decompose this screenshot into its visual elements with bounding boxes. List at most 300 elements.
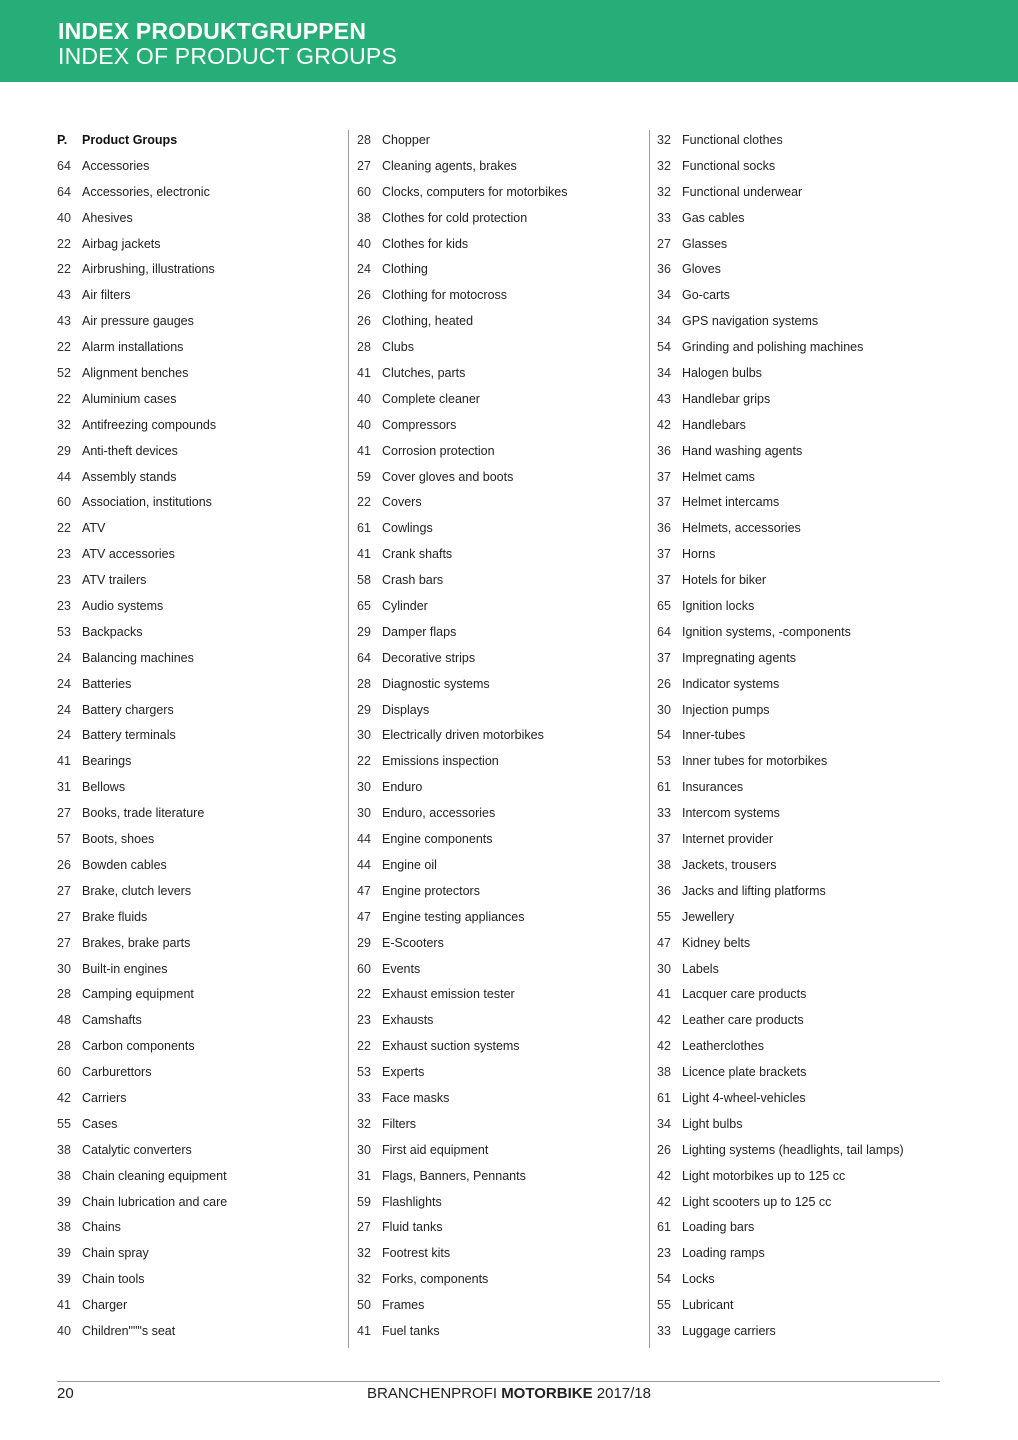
- index-entry: [357, 827, 647, 853]
- entry-page-number: 30: [57, 961, 71, 976]
- entry-product-group: Batteries: [82, 676, 132, 691]
- entry-page-number: 27: [657, 236, 671, 251]
- entry-page-number: 47: [357, 883, 371, 898]
- entry-product-group: Association, institutions: [82, 495, 212, 510]
- entry-product-group: Exhaust suction systems: [382, 1039, 520, 1054]
- entry-page-number: 60: [57, 495, 71, 510]
- entry-product-group: Luggage carriers: [682, 1323, 776, 1338]
- entry-page-number: 28: [57, 987, 71, 1002]
- entry-product-group: Kidney belts: [682, 935, 751, 950]
- index-entry: [357, 154, 647, 180]
- index-entry: [357, 905, 647, 931]
- index-entry: [357, 283, 647, 309]
- index-entry: [57, 1293, 347, 1319]
- entry-page-number: 53: [57, 624, 71, 639]
- entry-page-number: 24: [57, 702, 71, 717]
- entry-page-number: 33: [357, 1090, 371, 1105]
- entry-product-group: Face masks: [382, 1090, 450, 1105]
- index-list-header: [57, 128, 347, 154]
- entry-page-number: 60: [357, 961, 371, 976]
- entry-page-number: 27: [57, 806, 71, 821]
- entry-product-group: E-Scooters: [382, 935, 444, 950]
- index-column-3: [657, 128, 947, 1345]
- index-entry: [57, 309, 347, 335]
- entry-product-group: Lacquer care products: [682, 987, 807, 1002]
- index-entry: [57, 646, 347, 672]
- entry-product-group: Flashlights: [382, 1194, 442, 1209]
- entry-page-number: 41: [57, 754, 71, 769]
- index-entry: [657, 723, 947, 749]
- index-entry: [357, 749, 647, 775]
- entry-page-number: 34: [657, 314, 671, 329]
- entry-product-group: ATV: [82, 521, 106, 536]
- entry-product-group: Licence plate brackets: [682, 1065, 807, 1080]
- entry-product-group: Hotels for biker: [682, 573, 767, 588]
- entry-product-group: Chain cleaning equipment: [82, 1168, 227, 1183]
- index-entry: [657, 1008, 947, 1034]
- entry-page-number: 22: [357, 495, 371, 510]
- header-title-german: INDEX PRODUKTGRUPPEN: [58, 18, 367, 44]
- entry-product-group: ATV accessories: [82, 547, 175, 562]
- entry-page-number: 58: [357, 573, 371, 588]
- index-entry: [357, 1086, 647, 1112]
- index-entry: [57, 335, 347, 361]
- entry-product-group: Hand washing agents: [682, 443, 803, 458]
- entry-product-group: Leather care products: [682, 1013, 804, 1028]
- index-entry: [657, 1112, 947, 1138]
- index-entry: [657, 568, 947, 594]
- index-entry: [657, 672, 947, 698]
- entry-page-number: 38: [57, 1220, 71, 1235]
- entry-product-group: Cover gloves and boots: [382, 469, 514, 484]
- index-entry: [657, 749, 947, 775]
- index-entry: [57, 801, 347, 827]
- index-entry: [57, 723, 347, 749]
- entry-product-group: Anti-theft devices: [82, 443, 178, 458]
- index-entry: [57, 232, 347, 258]
- entry-page-number: 60: [57, 1065, 71, 1080]
- entry-product-group: Camshafts: [82, 1013, 142, 1028]
- index-entry: [357, 1138, 647, 1164]
- entry-page-number: 64: [657, 624, 671, 639]
- entry-product-group: Air pressure gauges: [82, 314, 194, 329]
- entry-page-number: 36: [657, 883, 671, 898]
- entry-page-number: 42: [57, 1090, 71, 1105]
- entry-page-number: 41: [357, 1323, 371, 1338]
- entry-page-number: 38: [357, 210, 371, 225]
- index-entry: [657, 646, 947, 672]
- entry-page-number: 22: [357, 754, 371, 769]
- index-entry: [357, 1164, 647, 1190]
- entry-page-number: 41: [357, 366, 371, 381]
- index-entry: [357, 309, 647, 335]
- index-entry: [57, 465, 347, 491]
- entry-page-number: 23: [357, 1013, 371, 1028]
- index-entry: [357, 982, 647, 1008]
- entry-page-number: 48: [57, 1013, 71, 1028]
- entry-page-number: 47: [657, 935, 671, 950]
- entry-product-group: Handlebar grips: [682, 391, 771, 406]
- entry-product-group: Handlebars: [682, 417, 746, 432]
- entry-product-group: Chains: [82, 1220, 121, 1235]
- index-entry: [657, 232, 947, 258]
- index-entry: [57, 413, 347, 439]
- entry-page-number: 29: [357, 935, 371, 950]
- index-entry: [57, 257, 347, 283]
- entry-page-number: 31: [357, 1168, 371, 1183]
- column-divider: [649, 130, 650, 1348]
- entry-page-number: 29: [357, 702, 371, 717]
- index-entry: [657, 801, 947, 827]
- index-entry: [57, 879, 347, 905]
- entry-page-number: 22: [57, 340, 71, 355]
- entry-product-group: Corrosion protection: [382, 443, 495, 458]
- entry-page-number: 59: [357, 469, 371, 484]
- entry-page-number: 61: [657, 780, 671, 795]
- index-entry: [657, 1034, 947, 1060]
- entry-page-number: 64: [57, 158, 71, 173]
- index-entry: [657, 594, 947, 620]
- entry-product-group: Damper flaps: [382, 624, 457, 639]
- entry-product-group: Helmets, accessories: [682, 521, 801, 536]
- entry-page-number: 36: [657, 443, 671, 458]
- entry-product-group: Light scooters up to 125 cc: [682, 1194, 832, 1209]
- index-entry: [57, 905, 347, 931]
- entry-page-number: 22: [57, 236, 71, 251]
- index-entry: [357, 180, 647, 206]
- index-entry: [57, 1034, 347, 1060]
- index-entry: [657, 309, 947, 335]
- index-entry: [57, 982, 347, 1008]
- entry-product-group: Displays: [382, 702, 430, 717]
- entry-product-group: Frames: [382, 1298, 425, 1313]
- index-entry: [357, 542, 647, 568]
- entry-page-number: 50: [357, 1298, 371, 1313]
- entry-product-group: Airbag jackets: [82, 236, 161, 251]
- entry-product-group: Jacks and lifting platforms: [682, 883, 826, 898]
- index-entry: [657, 931, 947, 957]
- entry-page-number: 42: [657, 417, 671, 432]
- entry-product-group: Lubricant: [682, 1298, 734, 1313]
- entry-page-number: 37: [657, 650, 671, 665]
- entry-page-number: 32: [57, 417, 71, 432]
- entry-product-group: Intercom systems: [682, 806, 780, 821]
- entry-product-group: Engine protectors: [382, 883, 480, 898]
- entry-page-number: 41: [357, 547, 371, 562]
- entry-product-group: Brake, clutch levers: [82, 883, 192, 898]
- entry-product-group: Insurances: [682, 780, 744, 795]
- entry-page-number: 22: [57, 521, 71, 536]
- entry-page-number: 53: [657, 754, 671, 769]
- entry-product-group: Functional clothes: [682, 133, 783, 147]
- index-entry: [657, 1190, 947, 1216]
- index-entry: [57, 749, 347, 775]
- entry-page-number: 29: [57, 443, 71, 458]
- entry-page-number: 54: [657, 1272, 671, 1287]
- entry-product-group: Cowlings: [382, 521, 433, 536]
- entry-page-number: 26: [657, 1142, 671, 1157]
- entry-page-number: 33: [657, 1323, 671, 1338]
- entry-product-group: Carbon components: [82, 1039, 195, 1054]
- index-entry: [657, 1086, 947, 1112]
- entry-page-number: 59: [357, 1194, 371, 1209]
- entry-product-group: Accessories, electronic: [82, 184, 210, 199]
- entry-product-group: Balancing machines: [82, 650, 194, 665]
- entry-page-number: 29: [357, 624, 371, 639]
- entry-product-group: Carburettors: [82, 1065, 152, 1080]
- entry-page-number: 60: [357, 184, 371, 199]
- entry-page-number: 32: [657, 158, 671, 173]
- entry-page-number: 42: [657, 1168, 671, 1183]
- index-entry: [657, 154, 947, 180]
- index-entry: [57, 1164, 347, 1190]
- column-divider: [348, 130, 349, 1348]
- index-entry: [357, 490, 647, 516]
- index-entry: [57, 1267, 347, 1293]
- entry-product-group: Gas cables: [682, 210, 745, 225]
- footer-divider: [57, 1381, 940, 1382]
- entry-product-group: Camping equipment: [82, 987, 194, 1002]
- entry-product-group: Loading bars: [682, 1220, 755, 1235]
- entry-page-number: 23: [657, 1246, 671, 1261]
- entry-product-group: Forks, components: [382, 1272, 489, 1287]
- entry-product-group: Clubs: [382, 340, 414, 355]
- entry-product-group: Antifreezing compounds: [82, 417, 217, 432]
- index-entry: [657, 257, 947, 283]
- entry-product-group: Decorative strips: [382, 650, 476, 665]
- page-number: 20: [57, 1385, 74, 1402]
- entry-product-group: Exhaust emission tester: [382, 987, 515, 1002]
- entry-page-number: 38: [657, 857, 671, 872]
- index-entry: [657, 775, 947, 801]
- index-entry: [57, 439, 347, 465]
- index-entry: [357, 646, 647, 672]
- entry-page-number: 32: [657, 133, 671, 147]
- entry-page-number: 53: [357, 1065, 371, 1080]
- entry-page-number: 42: [657, 1013, 671, 1028]
- index-entry: [57, 283, 347, 309]
- entry-product-group: Aluminium cases: [82, 391, 177, 406]
- index-entry: [57, 542, 347, 568]
- index-entry: [657, 128, 947, 154]
- entry-page-number: 37: [657, 832, 671, 847]
- entry-product-group: Crank shafts: [382, 547, 453, 562]
- entry-product-group: Bearings: [82, 754, 132, 769]
- entry-page-number: 54: [657, 728, 671, 743]
- index-entry: [57, 594, 347, 620]
- entry-page-number: 43: [57, 314, 71, 329]
- entry-page-number: 54: [657, 340, 671, 355]
- index-entry: [357, 439, 647, 465]
- entry-page-number: 32: [357, 1246, 371, 1261]
- entry-page-number: 39: [57, 1194, 71, 1209]
- index-entry: [657, 1293, 947, 1319]
- entry-product-group: Cleaning agents, brakes: [382, 158, 517, 173]
- entry-page-number: 27: [357, 1220, 371, 1235]
- entry-product-group: Helmet intercams: [682, 495, 780, 510]
- entry-product-group: Jackets, trousers: [682, 857, 777, 872]
- entry-page-number: 22: [357, 1039, 371, 1054]
- entry-page-number: 38: [57, 1168, 71, 1183]
- entry-page-number: 23: [57, 573, 71, 588]
- index-entry: [657, 1215, 947, 1241]
- index-column-1: [57, 128, 347, 1345]
- entry-page-number: 43: [657, 391, 671, 406]
- entry-page-number: 24: [57, 728, 71, 743]
- entry-product-group: Bellows: [82, 780, 126, 795]
- index-entry: [657, 698, 947, 724]
- entry-page-number: 30: [657, 961, 671, 976]
- index-entry: [357, 257, 647, 283]
- entry-product-group: Assembly stands: [82, 469, 177, 484]
- index-entry: [57, 516, 347, 542]
- index-entry: [357, 1008, 647, 1034]
- entry-page-number: 40: [357, 417, 371, 432]
- entry-page-number: 41: [657, 987, 671, 1002]
- entry-product-group: Indicator systems: [682, 676, 780, 691]
- index-entry: [57, 180, 347, 206]
- index-entry: [57, 206, 347, 232]
- entry-product-group: First aid equipment: [382, 1142, 489, 1157]
- entry-page-number: 37: [657, 547, 671, 562]
- entry-product-group: Ignition locks: [682, 599, 755, 614]
- entry-page-number: 30: [357, 728, 371, 743]
- entry-page-number: 37: [657, 573, 671, 588]
- entry-page-number: 44: [357, 832, 371, 847]
- entry-page-number: 34: [657, 366, 671, 381]
- index-entry: [657, 283, 947, 309]
- entry-product-group: Leatherclothes: [682, 1039, 765, 1054]
- index-entry: [357, 413, 647, 439]
- index-entry: [57, 1241, 347, 1267]
- entry-product-group: Loading ramps: [682, 1246, 765, 1261]
- entry-product-group: Backpacks: [82, 624, 143, 639]
- index-entry: [57, 775, 347, 801]
- entry-product-group: GPS navigation systems: [682, 314, 819, 329]
- entry-page-number: 32: [657, 184, 671, 199]
- entry-page-number: 34: [657, 1116, 671, 1131]
- index-entry: [657, 620, 947, 646]
- index-entry: [57, 620, 347, 646]
- entry-page-number: 26: [57, 857, 71, 872]
- entry-product-group: Labels: [682, 961, 719, 976]
- entry-product-group: Cases: [82, 1116, 118, 1131]
- entry-product-group: Built-in engines: [82, 961, 168, 976]
- entry-page-number: 38: [657, 1065, 671, 1080]
- entry-page-number: 27: [357, 158, 371, 173]
- entry-page-number: 39: [57, 1272, 71, 1287]
- entry-page-number: 33: [657, 210, 671, 225]
- index-entry: [657, 490, 947, 516]
- entry-page-number: 30: [357, 1142, 371, 1157]
- index-entry: [57, 957, 347, 983]
- index-entry: [357, 1060, 647, 1086]
- entry-page-number: 64: [357, 650, 371, 665]
- index-entry: [357, 1319, 647, 1345]
- entry-product-group: Functional socks: [682, 158, 776, 173]
- index-entry: [657, 853, 947, 879]
- index-entry: [57, 1215, 347, 1241]
- entry-product-group: Ahesives: [82, 210, 133, 225]
- index-entry: [357, 335, 647, 361]
- entry-product-group: Events: [382, 961, 421, 976]
- entry-page-number: 37: [657, 469, 671, 484]
- index-column-2: [357, 128, 647, 1345]
- entry-page-number: 55: [57, 1116, 71, 1131]
- index-entry: [357, 957, 647, 983]
- entry-product-group: Functional underwear: [682, 184, 803, 199]
- footer-publication-title: [0, 1385, 1018, 1402]
- entry-product-group: Footrest kits: [382, 1246, 451, 1261]
- entry-page-number: 40: [57, 1323, 71, 1338]
- index-entry: [57, 1319, 347, 1345]
- footer-title-bold: MOTORBIKE: [501, 1385, 593, 1402]
- index-entry: [657, 439, 947, 465]
- entry-product-group: Emissions inspection: [382, 754, 499, 769]
- entry-page-number: 24: [357, 262, 371, 277]
- index-entry: [57, 154, 347, 180]
- entry-product-group: Flags, Banners, Pennants: [382, 1168, 526, 1183]
- entry-product-group: Children"""s seat: [82, 1323, 176, 1338]
- entry-page-number: 61: [657, 1220, 671, 1235]
- entry-page-number: 32: [357, 1116, 371, 1131]
- index-entry: [357, 723, 647, 749]
- entry-page-number: 44: [357, 857, 371, 872]
- index-entry: [357, 361, 647, 387]
- entry-page-number: 40: [357, 391, 371, 406]
- entry-page-number: 30: [657, 702, 671, 717]
- entry-product-group: Audio systems: [82, 599, 164, 614]
- entry-product-group: Fluid tanks: [382, 1220, 443, 1235]
- entry-page-number: 55: [657, 1298, 671, 1313]
- index-entry: [657, 516, 947, 542]
- entry-product-group: Enduro: [382, 780, 423, 795]
- entry-product-group: Halogen bulbs: [682, 366, 762, 381]
- entry-product-group: Engine testing appliances: [382, 909, 525, 924]
- entry-product-group: Locks: [682, 1272, 715, 1287]
- entry-product-group: Covers: [382, 495, 422, 510]
- index-entry: [357, 1190, 647, 1216]
- index-entry: [357, 1241, 647, 1267]
- entry-product-group: Clothing, heated: [382, 314, 474, 329]
- entry-product-group: Airbrushing, illustrations: [82, 262, 215, 277]
- index-entry: [657, 361, 947, 387]
- index-entry: [357, 594, 647, 620]
- entry-product-group: Grinding and polishing machines: [682, 340, 864, 355]
- entry-product-group: Internet provider: [682, 832, 774, 847]
- index-entry: [57, 1112, 347, 1138]
- index-entry: [657, 1241, 947, 1267]
- entry-page-number: 40: [57, 210, 71, 225]
- index-entry: [657, 879, 947, 905]
- entry-page-number: 65: [657, 599, 671, 614]
- entry-product-group: Clutches, parts: [382, 366, 466, 381]
- entry-product-group: Lighting systems (headlights, tail lamps): [682, 1142, 904, 1157]
- entry-product-group: Battery chargers: [82, 702, 174, 717]
- entry-product-group: Clothing: [382, 262, 428, 277]
- index-entry: [57, 853, 347, 879]
- index-entry: [57, 827, 347, 853]
- entry-page-number: 22: [57, 391, 71, 406]
- entry-product-group: Clothing for motocross: [382, 288, 508, 303]
- entry-page-number: 30: [357, 806, 371, 821]
- entry-page-number: 27: [57, 883, 71, 898]
- entry-product-group: Brake fluids: [82, 909, 148, 924]
- entry-page-number: 22: [57, 262, 71, 277]
- entry-product-group: Carriers: [82, 1090, 127, 1105]
- entry-product-group: Jewellery: [682, 909, 735, 924]
- entry-product-group: Ignition systems, -components: [682, 624, 851, 639]
